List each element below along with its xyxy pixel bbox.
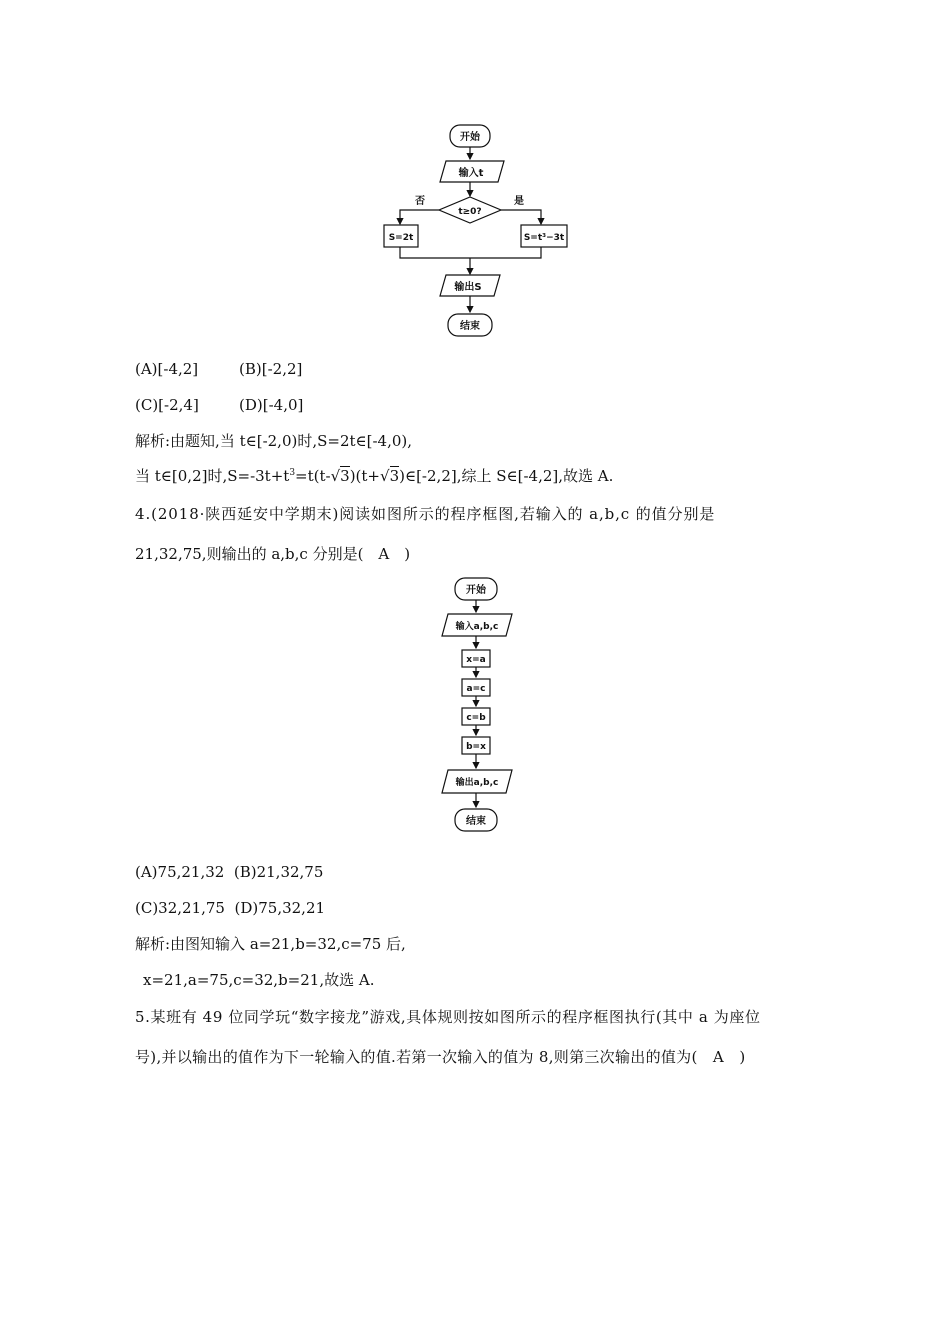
- no-label: 否: [415, 196, 425, 207]
- step-4-label: b=x: [466, 742, 486, 752]
- q5-stem-line-2: 号),并以输出的值作为下一轮输入的值.若第一次输入的值为 8,则第三次输出的值为( A ): [135, 1048, 746, 1066]
- step-1-label: x=a: [466, 655, 486, 665]
- yes-label: 是: [514, 196, 524, 207]
- q3-analysis-part-c: )(t+: [349, 467, 381, 485]
- right-box-label: S=t³−3t: [523, 233, 565, 243]
- flowchart-2-diagram: [430, 573, 530, 838]
- q4-stem-line-2: 21,32,75,则输出的 a,b,c 分别是( A ): [135, 545, 411, 563]
- q3-option-b: (B)[-2,2]: [239, 360, 303, 378]
- q3-analysis-part-b: =t(t-: [295, 467, 331, 485]
- q3-analysis-line-2: 当 t∈[0,2]时$,S=-3t+t^3=t(t-√3)(t+√3)\in[-2,2]$,综上 S∈[-4,2],故选 A.: [135, 467, 614, 485]
- start-label: 开始: [460, 132, 480, 143]
- input-label: 输入a,b,c: [455, 622, 499, 632]
- sqrt-3-first: 3: [340, 467, 350, 485]
- step-2-label: a=c: [466, 684, 486, 694]
- flowchart-2: [430, 573, 530, 838]
- flowchart-1: [380, 118, 580, 343]
- q3-option-c: (C)[-2,4]: [135, 396, 199, 414]
- q3-option-a: (A)[-4,2]: [135, 360, 199, 378]
- q4-options-row-2: (C)32,21,75 (D)75,32,21: [135, 899, 326, 917]
- q3-analysis-part-a: 当 t∈[0,2]时,S=-3t+t: [135, 467, 290, 485]
- q3-analysis-part-d: )∈[-2,2],综上 S∈[-4,2],故选 A.: [399, 467, 614, 485]
- flowchart-1-diagram: [380, 118, 580, 343]
- sqrt-3-second: 3: [389, 467, 400, 485]
- end-label: 结束: [460, 321, 480, 332]
- step-3-label: c=b: [466, 713, 486, 723]
- cube-exponent: 3: [289, 468, 296, 478]
- end-label: 结束: [466, 816, 486, 827]
- q4-options-row-1: (A)75,21,32 (B)21,32,75: [135, 863, 324, 881]
- q4-analysis-line-2: x=21,a=75,c=32,b=21,故选 A.: [143, 971, 375, 989]
- output-label: 输出S: [454, 282, 482, 293]
- start-label: 开始: [466, 585, 486, 596]
- q4-stem-line-1: 4.(2018·陕西延安中学期末)阅读如图所示的程序框图,若输入的 a,b,c 的值分别是: [135, 505, 716, 523]
- left-box-label: S=2t: [388, 233, 414, 243]
- q3-analysis-line-1: 解析:由题知,当 t∈[-2,0)时,S=2t∈[-4,0),: [135, 432, 413, 450]
- q3-options-row-2: [135, 395, 303, 415]
- q4-analysis-line-1: 解析:由图知输入 a=21,b=32,c=75 后,: [135, 935, 406, 953]
- q3-option-d: (D)[-4,0]: [239, 396, 304, 414]
- input-label: 输入t: [458, 168, 484, 179]
- q3-options-row-1: [135, 359, 302, 379]
- q5-stem-line-1: 5.某班有 49 位同学玩“数字接龙”游戏,具体规则按如图所示的程序框图执行(其中 a 为座位: [135, 1008, 761, 1026]
- output-label: 输出a,b,c: [455, 778, 499, 788]
- decision-label: t≥0?: [458, 207, 482, 217]
